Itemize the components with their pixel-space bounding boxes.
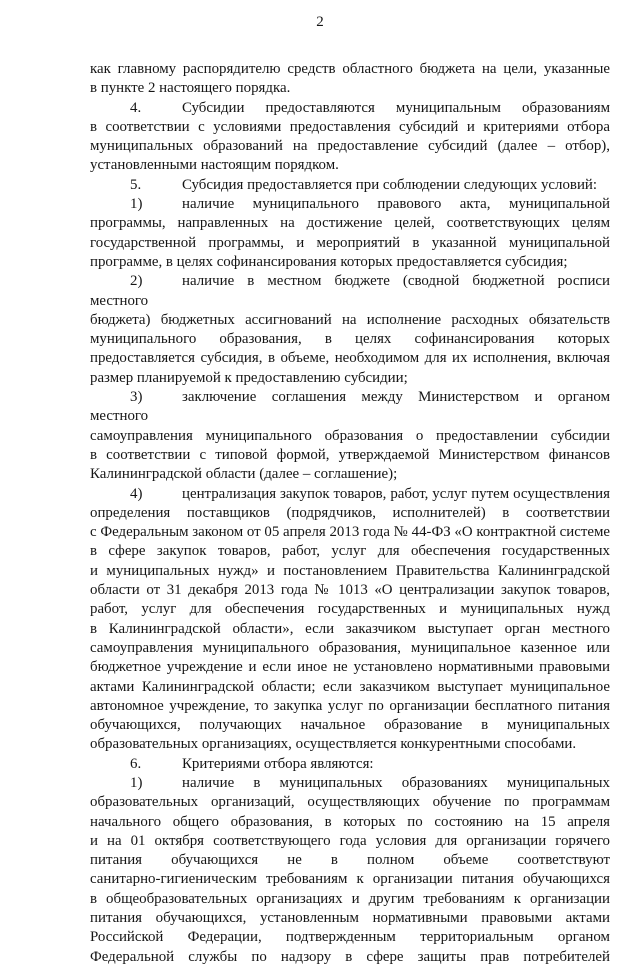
text-line <box>90 658 610 677</box>
line-text: питания обучающихся не в полном объеме соответствуют <box>90 852 610 869</box>
line-text: наличие в местном бюджете (сводной бюджетной росписи местного <box>90 273 610 309</box>
line-text: работ, услуг для обеспечения государственных и муниципальных нужд <box>90 601 610 618</box>
line-text: наличие в муниципальных образованиях муниципальных <box>182 774 610 791</box>
text-line <box>90 542 610 561</box>
line-text: самоуправления муниципального образования, муниципальное казенное или <box>90 639 610 656</box>
text-line <box>90 504 610 523</box>
text-line <box>90 697 610 716</box>
line-text: и муниципальных нужд» и постановлением Правительства Калининградской <box>90 562 610 579</box>
line-text: в соответствии с типовой формой, утверждаемой Министерством финансов <box>90 446 610 463</box>
text-line <box>90 581 610 600</box>
text-line <box>90 639 610 658</box>
text-line <box>90 813 610 832</box>
line-text: программе, в целях софинансирования которых предоставляется субсидия; <box>90 253 568 270</box>
text-line <box>90 446 610 465</box>
line-text: в пункте 2 настоящего порядка. <box>90 80 291 97</box>
line-text: и на 01 октября соответствующего года условия для организации горячего <box>90 832 610 849</box>
text-line <box>90 349 610 368</box>
paragraph-number: 1) <box>130 196 143 213</box>
paragraph-number: 1) <box>130 774 143 791</box>
line-text: автономное учреждение, то закупка услуг по организации бесплатного питания <box>90 697 610 714</box>
paragraph-number: 5. <box>130 176 142 193</box>
text-line <box>90 793 610 812</box>
text-line <box>90 369 610 388</box>
line-text: в Калининградской области», если заказчиком выступает орган местного <box>90 620 610 637</box>
line-text: в сфере закупок товаров, работ, услуг для обеспечения государственных <box>90 543 610 560</box>
line-text: заключение соглашения между Министерством и органом местного <box>90 389 610 425</box>
text-line <box>90 311 610 330</box>
document-body <box>90 60 610 967</box>
line-text: предоставляется субсидия, в объеме, необходимом для их исполнения, включая <box>90 350 610 367</box>
text-line <box>90 832 610 851</box>
text-line <box>90 620 610 639</box>
paragraph-number: 2) <box>130 273 143 290</box>
text-line <box>90 272 610 311</box>
text-line <box>90 600 610 619</box>
text-line <box>90 890 610 909</box>
text-line <box>90 234 610 253</box>
line-text: программы, направленных на достижение целей, соответствующих целям <box>90 215 610 232</box>
text-line <box>90 909 610 928</box>
line-text: питания обучающихся, установленным нормативными правовыми актами <box>90 910 610 927</box>
text-line <box>90 60 610 79</box>
text-line <box>90 678 610 697</box>
line-text: с Федеральным законом от 05 апреля 2013 года № 44-ФЗ «О контрактной системе <box>90 524 610 541</box>
paragraph-number: 6. <box>130 755 142 772</box>
text-line <box>90 716 610 735</box>
line-text: наличие муниципального правового акта, муниципальной <box>182 196 610 213</box>
paragraph-number: 4) <box>130 485 143 502</box>
text-line <box>90 79 610 98</box>
line-text: Российской Федерации, подтвержденным территориальным органом <box>90 929 610 946</box>
line-text: установленными настоящим порядком. <box>90 157 339 174</box>
text-line <box>90 214 610 233</box>
line-text: в соответствии с условиями предоставления субсидий и критериями отбора <box>90 118 610 135</box>
line-text: размер планируемой к предоставлению субсидии; <box>90 369 408 386</box>
line-text: области от 31 декабря 2013 года № 1013 «О централизации закупок товаров, <box>90 582 610 599</box>
text-line <box>90 99 610 118</box>
text-line <box>90 755 610 774</box>
paragraph-number: 3) <box>130 389 143 406</box>
line-text: Субсидии предоставляются муниципальным образованиям <box>182 99 610 116</box>
text-line <box>90 735 610 754</box>
text-line <box>90 851 610 870</box>
line-text: Калининградской области (далее – соглашение); <box>90 466 398 483</box>
line-text: начального общего образования, в которых по состоянию на 15 апреля <box>90 813 610 830</box>
line-text: централизация закупок товаров, работ, услуг путем осуществления <box>182 485 610 502</box>
text-line <box>90 156 610 175</box>
text-line <box>90 176 610 195</box>
page-number: 2 <box>316 14 324 30</box>
line-text: образовательных организаций, осуществляющих обучение по программам <box>90 794 610 811</box>
line-text: Субсидия предоставляется при соблюдении следующих условий: <box>182 176 598 193</box>
line-text: Критериями отбора являются: <box>182 755 374 772</box>
text-line <box>90 118 610 137</box>
line-text: в общеобразовательных организациях и другим требованиям к организации <box>90 890 610 907</box>
line-text: образовательных организациях, осуществляется конкурентными способами. <box>90 736 577 753</box>
text-line <box>90 562 610 581</box>
text-line <box>90 253 610 272</box>
paragraph-number: 4. <box>130 99 142 116</box>
text-line <box>90 388 610 427</box>
line-text: бюджетное учреждение и если иное не установлено нормативными правовыми <box>90 659 610 676</box>
line-text: самоуправления муниципального образования о предоставлении субсидии <box>90 427 610 444</box>
text-line <box>90 928 610 947</box>
text-line <box>90 427 610 446</box>
line-text: санитарно-гигиеническим требованиям к организации питания обучающихся <box>90 871 610 888</box>
text-line <box>90 195 610 214</box>
line-text: обучающихся, получающих начальное образование в муниципальных <box>90 717 610 734</box>
line-text: как главному распорядителю средств областного бюджета на цели, указанные <box>90 61 610 77</box>
line-text: бюджета) бюджетных ассигнований на исполнение расходных обязательств <box>90 311 610 328</box>
line-text: государственной программы, и мероприятий в указанной муниципальной <box>90 234 610 251</box>
text-line <box>90 137 610 156</box>
text-line <box>90 774 610 793</box>
line-text: муниципального образования, в целях софинансирования которых <box>90 331 610 348</box>
text-line <box>90 465 610 484</box>
text-line <box>90 870 610 889</box>
text-line <box>90 523 610 542</box>
text-line <box>90 330 610 349</box>
line-text: Федеральной службы по надзору в сфере защиты прав потребителей <box>90 948 610 965</box>
line-text: муниципальных образований на предоставление субсидий (далее – отбор), <box>90 138 610 155</box>
line-text: определения поставщиков (подрядчиков, исполнителей) в соответствии <box>90 504 610 521</box>
text-line <box>90 948 610 967</box>
text-line <box>90 485 610 504</box>
line-text: актами Калининградской области; если заказчиком выступает муниципальное <box>90 678 610 695</box>
